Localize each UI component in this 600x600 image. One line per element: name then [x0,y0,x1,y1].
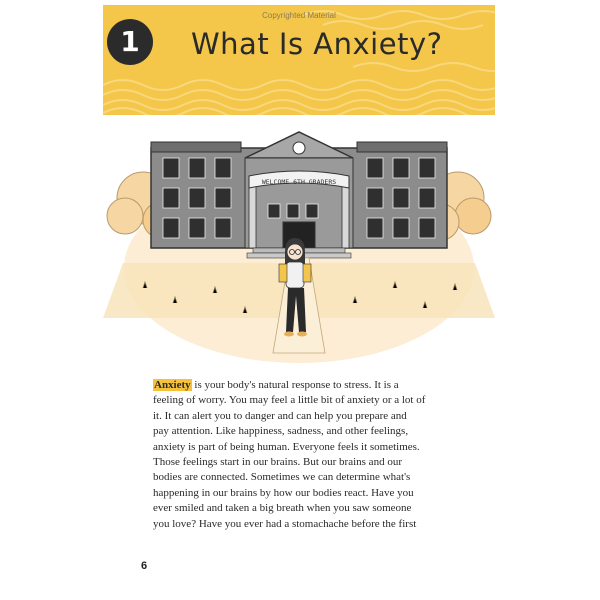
body-line: it. It can alert you to danger and can help you prepare and [153,409,407,422]
body-line: bodies are connected. Sometimes we can determine what's [153,471,411,484]
welcome-sign [249,171,349,188]
chapter-title: What Is Anxiety? [191,27,443,61]
sign-text: WELCOME 6TH GRADERS [261,178,337,186]
body-line [153,378,453,393]
body-line: anxiety is part of being human. Everyone feels it sometimes. [153,440,420,453]
book-page [103,0,495,600]
body-line: happening in our brains by how our bodies react. Have you [153,486,414,499]
body-line: feeling of worry. You may feel a little bit of anxiety or a lot of [153,394,426,407]
first-line-rest: is your body's natural response to stress. It is a [191,379,399,391]
body-line: Those feelings start in our brains. But our brains and our [153,456,402,469]
school-illustration [103,118,495,363]
body-line: pay attention. Like happiness, sadness, and other feelings, [153,425,409,438]
body-text [153,378,453,532]
chapter-number-badge: 1 [107,19,153,65]
copyright-watermark: Copyrighted Material [262,11,336,20]
body-line: you love? Have you ever had a stomachache before the first [153,517,417,530]
page-number: 6 [141,560,148,572]
chapter-banner [103,5,495,115]
highlighted-term: Anxiety [154,379,191,391]
body-line: ever smiled and taken a big breath when you saw someone [153,502,412,515]
